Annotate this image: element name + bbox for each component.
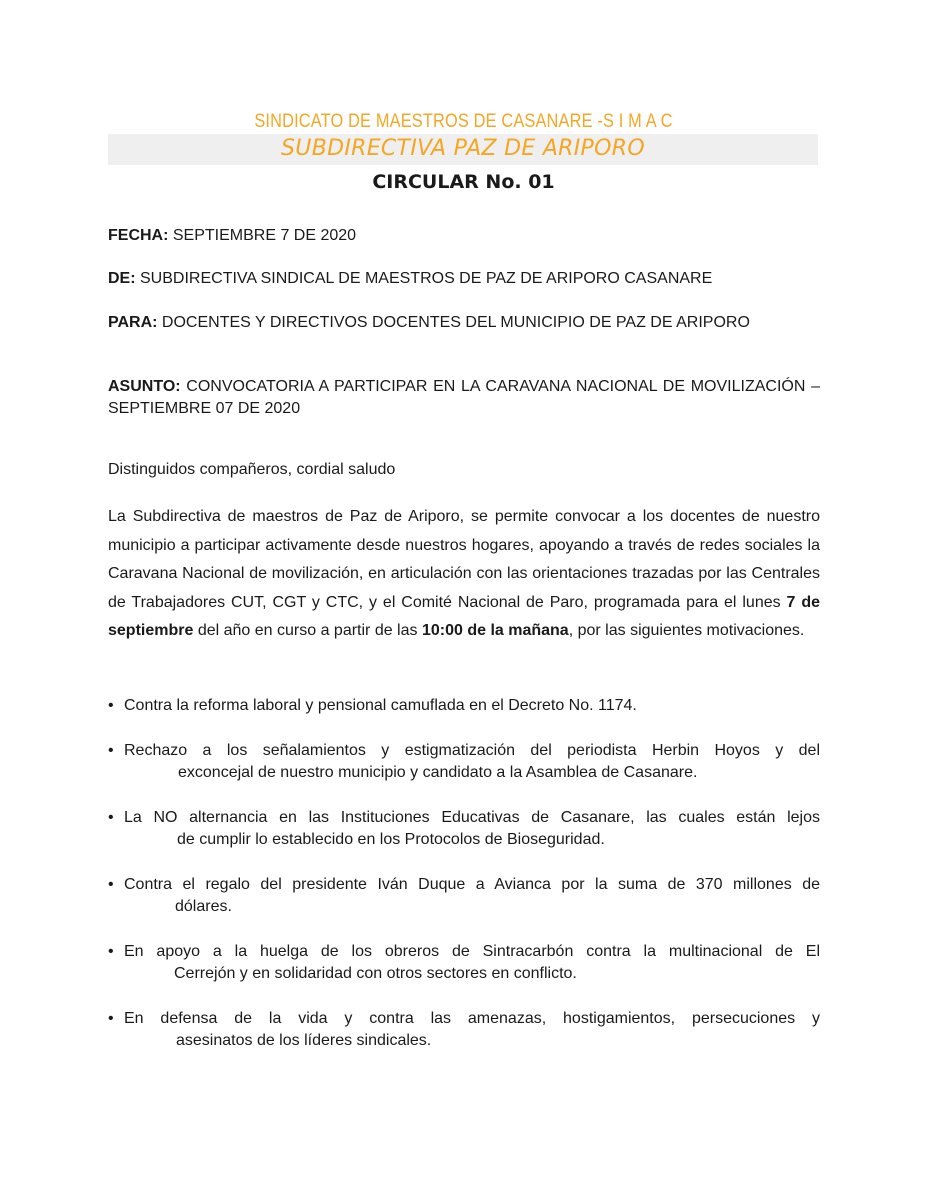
bullet-icon: • (108, 943, 114, 960)
list-item (108, 1008, 820, 1052)
para-value: DOCENTES Y DIRECTIVOS DOCENTES DEL MUNICIPIO DE PAZ DE ARIPORO (157, 314, 750, 331)
bullet-text: En defensa de la vida y contra las amenazas, hostigamientos, persecuciones y (124, 1010, 820, 1027)
para-label: PARA: (108, 314, 158, 331)
bullet-text-continuation: exconcejal de nuestro municipio y candidato a la Asamblea de Casanare. (178, 764, 698, 781)
asunto-label: ASUNTO: (108, 378, 181, 395)
body-bold-date: 7 de septiembre (108, 593, 821, 639)
asunto-field (108, 376, 820, 420)
para-field (108, 312, 820, 334)
fecha-label: FECHA: (108, 227, 169, 244)
bullet-icon: • (108, 742, 114, 759)
body-paragraph (108, 503, 820, 646)
list-item (108, 695, 820, 717)
bullet-text: Rechazo a los señalamientos y estigmatización del periodista Herbin Hoyos y del (124, 742, 820, 759)
de-label: DE: (108, 270, 136, 287)
list-item (108, 740, 820, 784)
body-part-1: La Subdirectiva de maestros de Paz de Ariporo, se permite convocar a los docentes de nuestro municipio a participar activamente desde nuestros hogares, apoyando a través de redes sociales la Caravana Nacional de movilización, en articulación con las orientaciones trazadas por las Centrales de Trabajadores CUT, CGT y CTC, y el Comité Nacional de Paro, programada para el lunes (108, 508, 820, 611)
bullet-text-continuation: de cumplir lo establecido en los Protocolos de Bioseguridad. (177, 831, 605, 848)
fecha-field (108, 225, 820, 247)
body-part-3: , por las siguientes motivaciones. (568, 622, 805, 639)
circular-title: CIRCULAR No. 01 (372, 171, 555, 193)
list-item (108, 941, 820, 985)
bullet-text: En apoyo a la huelga de los obreros de Sintracarbón contra la multinacional de El (124, 943, 820, 960)
de-field (108, 268, 820, 290)
bullet-text-continuation: asesinatos de los líderes sindicales. (176, 1032, 432, 1049)
bullet-text: Contra el regalo del presidente Iván Duque a Avianca por la suma de 370 millones de (124, 876, 820, 893)
bullet-icon: • (108, 697, 114, 714)
bullet-icon: • (108, 809, 114, 826)
bullet-icon: • (108, 1010, 114, 1027)
bullet-icon: • (108, 876, 114, 893)
fecha-value: SEPTIEMBRE 7 DE 2020 (168, 227, 357, 244)
bullet-text: Contra la reforma laboral y pensional camuflada en el Decreto No. 1174. (124, 697, 637, 714)
greeting: Distinguidos compañeros, cordial saludo (108, 461, 396, 478)
organization-title: SINDICATO DE MAESTROS DE CASANARE -S I M A C (254, 111, 673, 132)
bullet-text-continuation: dólares. (175, 898, 232, 915)
list-item (108, 874, 820, 918)
bullet-text: La NO alternancia en las Instituciones Educativas de Casanare, las cuales están lejos (124, 809, 820, 826)
body-bold-time: 10:00 de la mañana (421, 622, 569, 639)
subdirectiva-title: SUBDIRECTIVA PAZ DE ARIPORO (281, 136, 645, 161)
body-part-2: del año en curso a partir de las (193, 622, 422, 639)
bullet-text-continuation: Cerrejón y en solidaridad con otros sectores en conflicto. (174, 965, 577, 982)
list-item (108, 807, 820, 851)
de-value: SUBDIRECTIVA SINDICAL DE MAESTROS DE PAZ DE ARIPORO CASANARE (135, 270, 713, 287)
asunto-value: CONVOCATORIA A PARTICIPAR EN LA CARAVANA NACIONAL DE MOVILIZACIÓN –SEPTIEMBRE 07 DE 2020 (108, 378, 820, 417)
